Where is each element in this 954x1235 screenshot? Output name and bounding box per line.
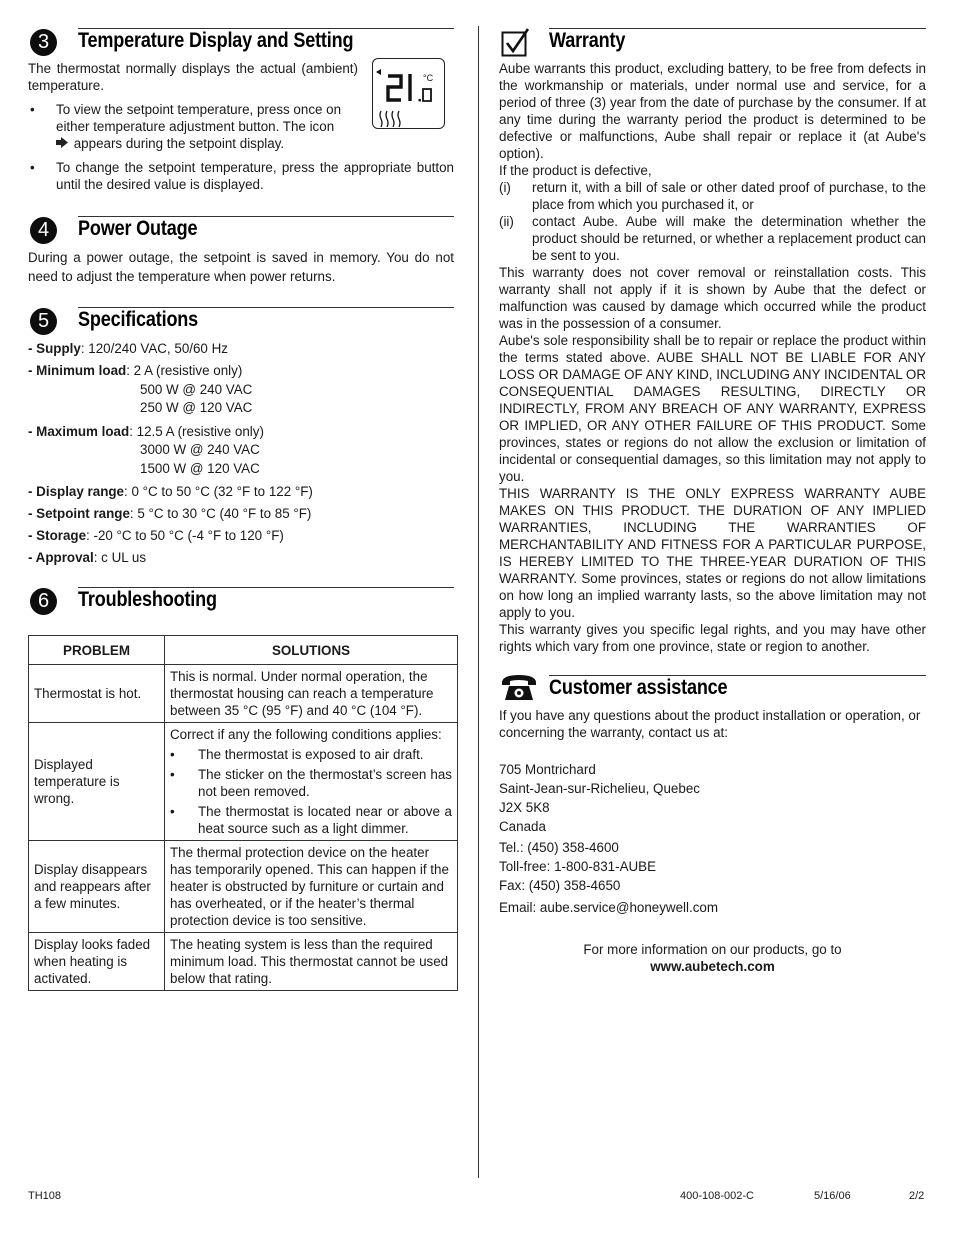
spec-key: - Supply xyxy=(28,341,81,356)
table-row xyxy=(29,723,458,841)
spec-value: : -20 °C to 50 °C (-4 °F to 120 °F) xyxy=(86,528,284,543)
spec-key: - Setpoint range xyxy=(28,506,130,521)
power-section-header xyxy=(28,214,454,244)
footer-model: TH108 xyxy=(28,1190,62,1202)
spec-value: : 5 °C to 30 °C (40 °F to 85 °F) xyxy=(129,506,312,521)
address-line: Saint-Jean-sur-Richelieu, Quebec xyxy=(499,781,700,796)
spec-value: : 2 A (resistive only) xyxy=(126,363,243,378)
footer-date: 5/16/06 xyxy=(814,1190,851,1202)
column-header-solutions: SOLUTIONS xyxy=(165,636,458,665)
spec-value: : c UL us xyxy=(93,550,147,565)
section-title: Power Outage xyxy=(78,217,198,240)
spec-minimum-load xyxy=(28,362,454,418)
column-header-problem: PROBLEM xyxy=(29,636,165,665)
spec-supply xyxy=(28,340,454,357)
warranty-body xyxy=(499,60,926,655)
list-text: return it, with a bill of sale or other dated proof of purchase, to the place from which you purchased it, or xyxy=(532,180,926,212)
list-label: (i) xyxy=(499,180,511,195)
warranty-section-header xyxy=(499,26,926,56)
bullet: • xyxy=(170,804,175,819)
spec-display-range xyxy=(28,483,454,500)
bullet-text: To change the setpoint temperature, press the appropriate button until the desired value is displayed. xyxy=(56,160,454,192)
footer-page-number: 2/2 xyxy=(909,1190,925,1202)
setpoint-arrow-icon xyxy=(56,135,70,152)
spec-key: - Maximum load xyxy=(28,423,130,439)
bullet-text: The thermostat is exposed to air draft. xyxy=(198,747,424,762)
spec-value: : 120/240 VAC, 50/60 Hz xyxy=(80,341,228,356)
number-5-icon: 5 xyxy=(30,308,57,335)
spec-maximum-load xyxy=(28,423,454,479)
troubleshooting-section-header xyxy=(28,585,454,615)
bullet: • xyxy=(30,102,35,117)
solution-cell xyxy=(165,723,458,841)
list-item xyxy=(499,213,926,264)
more-info-text: For more information on our products, go to xyxy=(583,942,842,957)
warranty-paragraph: Aube warrants this product, excluding battery, to be free from defects in the workmanship or materials, under normal use and service, for a period of three (3) year from the date of purchase by the consumer. If at any time during the warranty period the product is determined to be defective or malfunctions, Aube shall repair or replace it (at Aube's option). xyxy=(499,61,926,161)
bullet: • xyxy=(30,160,35,175)
warranty-paragraph: This warranty gives you specific legal rights, and you may have other rights which vary from one province, state or region to another. xyxy=(499,622,926,654)
spec-value: : 0 °C to 50 °C (32 °F to 122 °F) xyxy=(124,484,313,499)
temperature-section-header xyxy=(28,26,454,56)
spec-storage xyxy=(28,527,454,544)
list-item xyxy=(170,766,452,800)
spec-key: - Minimum load xyxy=(28,363,127,378)
address-line: Canada xyxy=(499,819,546,834)
phone-number: Tel.: (450) 358-4600 xyxy=(499,840,619,855)
number-6-icon: 6 xyxy=(30,588,57,615)
bullet: • xyxy=(170,747,175,762)
spec-value: 500 W @ 240 VAC xyxy=(140,381,253,397)
checkbox-checked-icon xyxy=(501,27,531,61)
number-4-icon: 4 xyxy=(30,217,57,244)
assistance-section-header xyxy=(499,673,926,703)
footer-part-number: 400-108-002-C xyxy=(680,1190,754,1202)
spec-value: : 12.5 A (resistive only) xyxy=(129,423,264,439)
solution-cell: The heating system is less than the required minimum load. This thermostat cannot be used below that rating. xyxy=(165,933,458,991)
list-item xyxy=(28,101,354,152)
svg-text:°C: °C xyxy=(423,73,434,83)
spec-setpoint-range xyxy=(28,505,454,522)
spec-key: - Storage xyxy=(28,528,87,543)
bullet-text: The sticker on the thermostat’s screen has not been removed. xyxy=(198,767,452,799)
spec-value: 1500 W @ 120 VAC xyxy=(140,460,260,476)
bullet-text: appears during the setpoint display. xyxy=(73,136,285,151)
section-title: Temperature Display and Setting xyxy=(78,29,354,52)
spec-value: 3000 W @ 240 VAC xyxy=(140,442,260,457)
telephone-icon xyxy=(500,673,538,707)
warranty-paragraph: If the product is defective, xyxy=(499,163,652,178)
temperature-section-body xyxy=(28,60,454,193)
bullet: • xyxy=(170,767,175,782)
right-column xyxy=(499,26,926,975)
problem-cell: Thermostat is hot. xyxy=(29,665,165,723)
power-text: During a power outage, the setpoint is saved in memory. You do not need to adjust the temperature when power returns. xyxy=(28,250,454,284)
spec-value: 250 W @ 120 VAC xyxy=(140,400,253,415)
list-text: contact Aube. Aube will make the determination whether the product should be returned, or whether a replacement product can be sent to you. xyxy=(532,214,926,263)
section-title: Specifications xyxy=(78,308,199,331)
specifications-section-header xyxy=(28,305,454,335)
toll-free-number: Toll-free: 1-800-831-AUBE xyxy=(499,859,657,874)
list-item xyxy=(499,179,926,213)
list-item xyxy=(28,159,454,193)
list-label: (ii) xyxy=(499,214,514,229)
solution-cell: This is normal. Under normal operation, the thermostat housing can reach a temperature between 35 °C (95 °F) and 40 °C (104 °F). xyxy=(165,665,458,723)
warranty-paragraph: THIS WARRANTY IS THE ONLY EXPRESS WARRANTY AUBE MAKES ON THIS PRODUCT. THE DURATION OF ANY IMPLIED WARRANTIES, INCLUDING THE WARRANTIES OF MERCHANTABILITY AND FITNESS FOR A PARTICULAR PURPOSE, IS HEREBY LIMITED TO THE THREE-YEAR DURATION OF THIS WARRANTY. Some provinces, states or regions do not allow limitations on how long an implied warranty lasts, so the above limitation may not apply to you. xyxy=(499,486,926,620)
address-line: 705 Montrichard xyxy=(499,762,596,777)
website-link[interactable]: www.aubetech.com xyxy=(650,959,775,974)
number-3-icon: 3 xyxy=(30,29,57,56)
table-row xyxy=(29,933,458,991)
warranty-paragraph: Aube's sole responsibility shall be to repair or replace the product within the terms stated above. AUBE SHALL NOT BE LIABLE FOR ANY LOSS OR DAMAGE OF ANY KIND, INCLUDING ANY INCIDENTAL OR CONSEQUENTIAL DAMAGES RESULTING, DIRECTLY OR INDIRECTLY, FROM ANY BREACH OF ANY WARRANTY, EXPRESS OR IMPLIED, OR ANY OTHER FAILURE OF THIS PRODUCT. Some provinces, states or regions do not allow the exclusion or limitation of incidental or consequential damages, so this limitation may not apply to you. xyxy=(499,333,926,484)
assistance-body xyxy=(499,707,926,975)
list-item xyxy=(170,746,452,763)
left-column xyxy=(28,26,454,991)
assistance-intro: If you have any questions about the product installation or operation, or concerning the warranty, contact us at: xyxy=(499,708,921,740)
warranty-paragraph: This warranty does not cover removal or reinstallation costs. This warranty shall not apply if it is shown by Aube that the defect or malfunction was caused by damage which occurred while the product was in the possession of a consumer. xyxy=(499,265,926,331)
solution-cell: The thermal protection device on the heater has temporarily opened. This can happen if the heater is obstructed by furniture or curtain and has overheated, or if the heater’s thermal protection device is too sensitive. xyxy=(165,841,458,933)
spec-approval xyxy=(28,549,454,566)
spec-key: - Approval xyxy=(28,550,94,565)
problem-cell: Display disappears and reappears after a few minutes. xyxy=(29,841,165,933)
table-header-row xyxy=(29,636,458,665)
problem-cell: Display looks faded when heating is activated. xyxy=(29,933,165,991)
section-title: Customer assistance xyxy=(549,676,728,699)
table-row xyxy=(29,841,458,933)
list-item xyxy=(170,803,452,837)
solution-intro: Correct if any the following conditions applies: xyxy=(170,727,442,742)
thermostat-lcd-image xyxy=(372,58,445,129)
fax-number: Fax: (450) 358-4650 xyxy=(499,878,621,893)
specifications-list xyxy=(28,340,454,566)
spec-key: - Display range xyxy=(28,484,124,499)
troubleshooting-table xyxy=(28,635,458,991)
problem-cell: Displayed temperature is wrong. xyxy=(29,723,165,841)
bullet-text: To view the setpoint temperature, press once on either temperature adjustment button. The icon xyxy=(56,102,342,134)
address-line: J2X 5K8 xyxy=(499,800,550,815)
lcd-icon xyxy=(373,59,444,128)
section-title: Troubleshooting xyxy=(78,588,217,611)
table-row xyxy=(29,665,458,723)
email-address: Email: aube.service@honeywell.com xyxy=(499,900,719,915)
section-title: Warranty xyxy=(549,29,626,52)
temperature-intro: The thermostat normally displays the actual (ambient) temperature. xyxy=(28,61,358,93)
column-divider xyxy=(478,26,479,1178)
bullet-text: The thermostat is located near or above a heat source such as a light dimmer. xyxy=(198,804,452,836)
